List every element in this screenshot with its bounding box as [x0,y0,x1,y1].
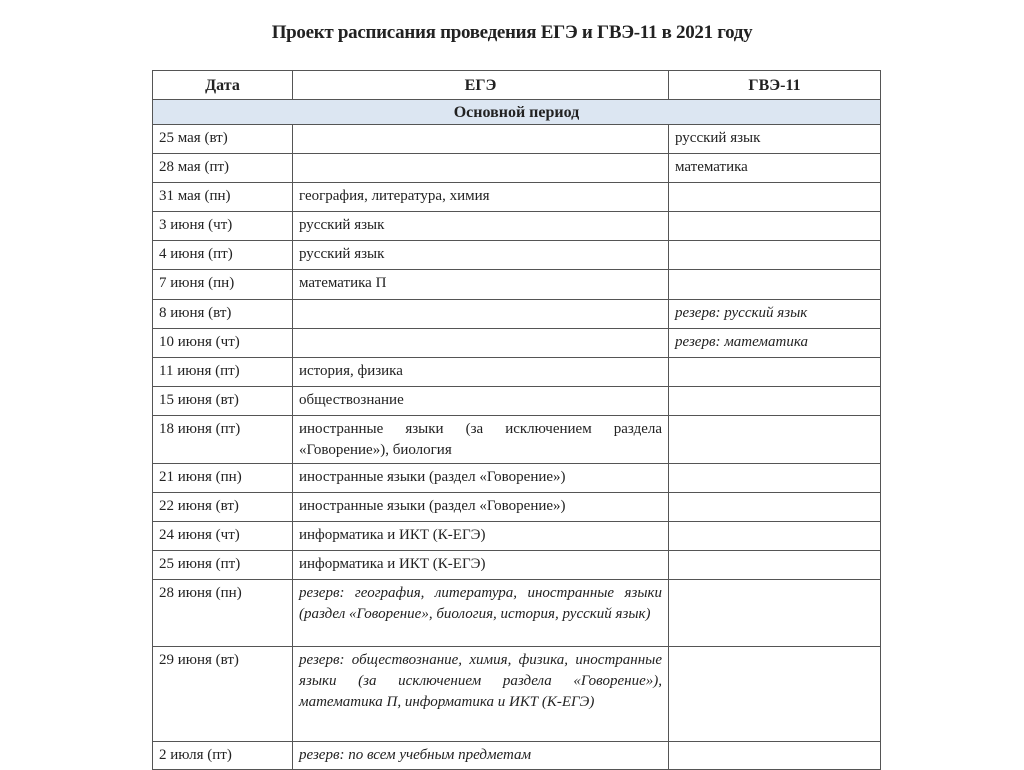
ege-cell [293,300,669,329]
header-gve: ГВЭ-11 [669,71,881,100]
gve-cell [669,522,881,551]
ege-cell: информатика и ИКТ (К-ЕГЭ) [293,522,669,551]
ege-cell: иностранные языки (раздел «Говорение») [293,464,669,493]
table-row [153,183,881,212]
date-cell: 28 мая (пт) [153,154,293,183]
gve-cell: резерв: русский язык [669,300,881,329]
date-cell: 7 июня (пн) [153,270,293,300]
table-row [153,300,881,329]
gve-cell: резерв: математика [669,329,881,358]
ege-cell: география, литература, химия [293,183,669,212]
date-cell: 29 июня (вт) [153,647,293,742]
date-cell: 11 июня (пт) [153,358,293,387]
gve-cell [669,580,881,647]
ege-cell [293,329,669,358]
date-cell: 25 июня (пт) [153,551,293,580]
ege-cell: обществознание [293,387,669,416]
header-row [153,71,881,100]
ege-cell [293,125,669,154]
gve-cell: русский язык [669,125,881,154]
ege-cell: иностранные языки (за исключением раздела «Говорение»), биология [293,416,669,464]
date-cell: 31 мая (пн) [153,183,293,212]
ege-cell [293,154,669,183]
date-cell: 22 июня (вт) [153,493,293,522]
ege-cell: резерв: обществознание, химия, физика, иностранные языки (за исключением раздела «Говорение»), математика П, информатика и ИКТ (К-ЕГЭ) [293,647,669,742]
table-row [153,647,881,742]
date-cell: 18 июня (пт) [153,416,293,464]
date-cell: 28 июня (пн) [153,580,293,647]
table-row [153,329,881,358]
table-row [153,551,881,580]
gve-cell [669,551,881,580]
gve-cell [669,270,881,300]
gve-cell [669,416,881,464]
date-cell: 2 июля (пт) [153,742,293,770]
date-cell: 24 июня (чт) [153,522,293,551]
ege-cell: иностранные языки (раздел «Говорение») [293,493,669,522]
date-cell: 21 июня (пн) [153,464,293,493]
ege-cell: резерв: по всем учебным предметам [293,742,669,770]
ege-cell: математика П [293,270,669,300]
ege-cell: информатика и ИКТ (К-ЕГЭ) [293,551,669,580]
section-row [153,100,881,125]
date-cell: 10 июня (чт) [153,329,293,358]
table-row [153,416,881,464]
date-cell: 4 июня (пт) [153,241,293,270]
gve-cell [669,358,881,387]
table-row [153,358,881,387]
date-cell: 3 июня (чт) [153,212,293,241]
gve-cell [669,742,881,770]
header-ege: ЕГЭ [293,71,669,100]
ege-cell: история, физика [293,358,669,387]
ege-cell: резерв: география, литература, иностранные языки (раздел «Говорение», биология, история, русский язык) [293,580,669,647]
table-row [153,493,881,522]
table-row [153,580,881,647]
date-cell: 15 июня (вт) [153,387,293,416]
gve-cell [669,183,881,212]
gve-cell [669,387,881,416]
table-row [153,387,881,416]
document-title: Проект расписания проведения ЕГЭ и ГВЭ-11 в 2021 году [271,22,753,43]
gve-cell [669,241,881,270]
header-date: Дата [153,71,293,100]
gve-cell [669,212,881,241]
ege-cell: русский язык [293,241,669,270]
table-row [153,522,881,551]
gve-cell [669,464,881,493]
gve-cell [669,647,881,742]
table-row [153,125,881,154]
table-row [153,154,881,183]
table-row [153,241,881,270]
section-title: Основной период [153,100,881,125]
table-row [153,212,881,241]
schedule-table [152,70,881,770]
date-cell: 25 мая (вт) [153,125,293,154]
gve-cell: математика [669,154,881,183]
table-row [153,464,881,493]
ege-cell: русский язык [293,212,669,241]
table-row [153,270,881,300]
date-cell: 8 июня (вт) [153,300,293,329]
table-row [153,742,881,770]
gve-cell [669,493,881,522]
